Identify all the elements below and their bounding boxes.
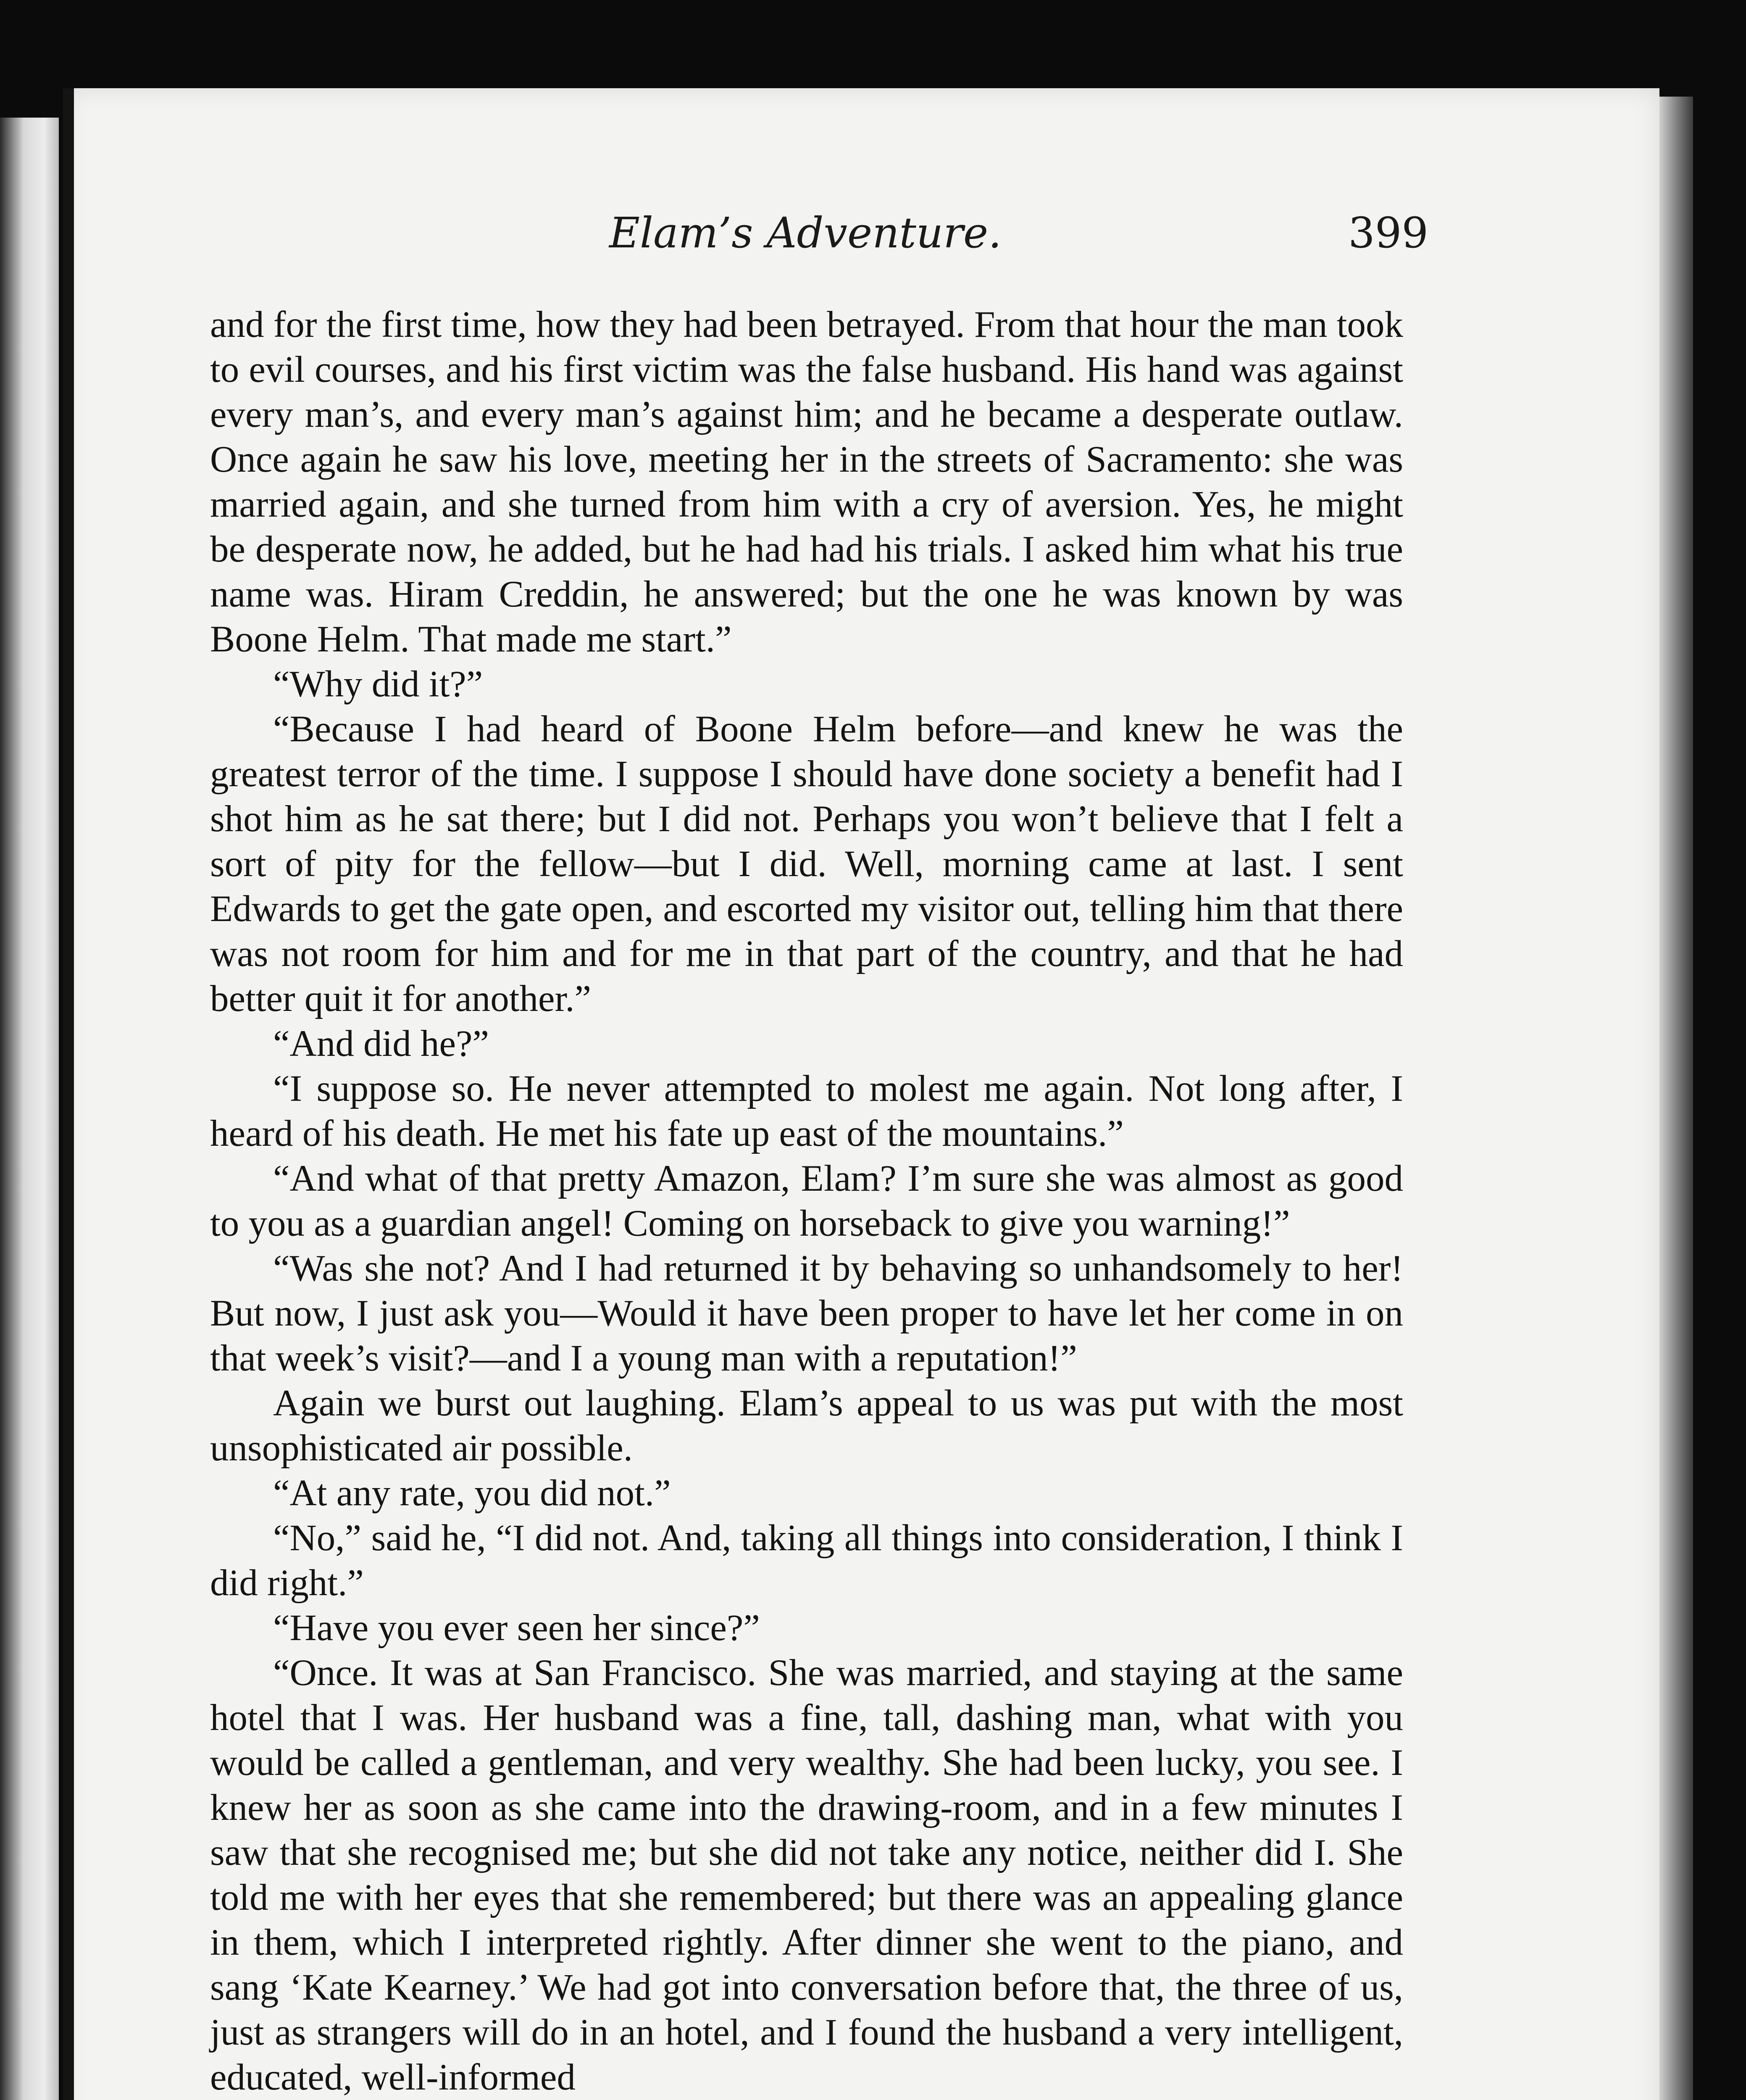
paragraph: “And what of that pretty Amazon, Elam? I’m sure she was almost as good to you as a guardian angel! Coming on horseback to give you warning!” <box>210 1158 1403 1244</box>
paragraph: Again we burst out laughing. Elam’s appeal to us was put with the most unsophisticated air possible. <box>210 1383 1403 1469</box>
body-text <box>210 302 1403 2100</box>
paragraph: and for the first time, how they had been betrayed. From that hour the man took to evil courses, and his first victim was the false husband. His hand was against every man’s, and every man’s against him; and he became a desperate outlaw. Once again he saw his love, meeting her in the streets of Sacramento: she was married again, and she turned from him with a cry of aversion. Yes, he might be desperate now, he added, but he had had his trials. I asked him what his true name was. Hiram Creddin, he answered; but the one he was known by was Boone Helm. That made me start.” <box>210 304 1403 660</box>
paragraph: “Because I had heard of Boone Helm before—and knew he was the greatest terror of the time. I suppose I should have done society a benefit had I shot him as he sat there; but I did not. Perhaps you won’t believe that I felt a sort of pity for the fellow—but I did. Well, morning came at last. I sent Edwards to get the gate open, and escorted my visitor out, telling him that there was not room for him and for me in that part of the country, and that he had better quit it for another.” <box>210 709 1403 1019</box>
paragraph: “Was she not? And I had returned it by behaving so unhandsomely to her! But now, I just ask you—Would it have been proper to have let her come in on that week’s visit?—and I a young man with a reputation!” <box>210 1248 1403 1379</box>
paragraph: “And did he?” <box>273 1023 489 1064</box>
paragraph: “Have you ever seen her since?” <box>273 1607 760 1648</box>
paragraph: “Why did it?” <box>273 664 483 705</box>
page-number: 399 <box>1348 208 1428 257</box>
paragraph: “No,” said he, “I did not. And, taking all things into consideration, I think I did right.” <box>210 1517 1403 1604</box>
paragraph: “At any rate, you did not.” <box>273 1473 671 1514</box>
page-stack-edge <box>1659 97 1693 2100</box>
facing-page-edge <box>0 118 59 2100</box>
paragraph: “Once. It was at San Francisco. She was married, and staying at the same hotel that I was. Her husband was a fine, tall, dashing man, what with you would be called a gentleman, and very wealthy. She had been lucky, you see. I knew her as soon as she came into the drawing-room, and in a few minutes I saw that she recognised me; but she did not take any notice, neither did I. She told me with her eyes that she remembered; but there was an appealing glance in them, which I interpreted rightly. After dinner she went to the piano, and sang ‘Kate Kearney.’ We had got into conversation before that, the three of us, just as strangers will do in an hotel, and I found the husband a very intelligent, educated, well-informed <box>210 1652 1403 2098</box>
page-header <box>210 202 1428 265</box>
paragraph: “I suppose so. He never attempted to molest me again. Not long after, I heard of his death. He met his fate up east of the mountains.” <box>210 1068 1403 1154</box>
running-title: Elam’s Adventure. <box>609 208 1002 257</box>
